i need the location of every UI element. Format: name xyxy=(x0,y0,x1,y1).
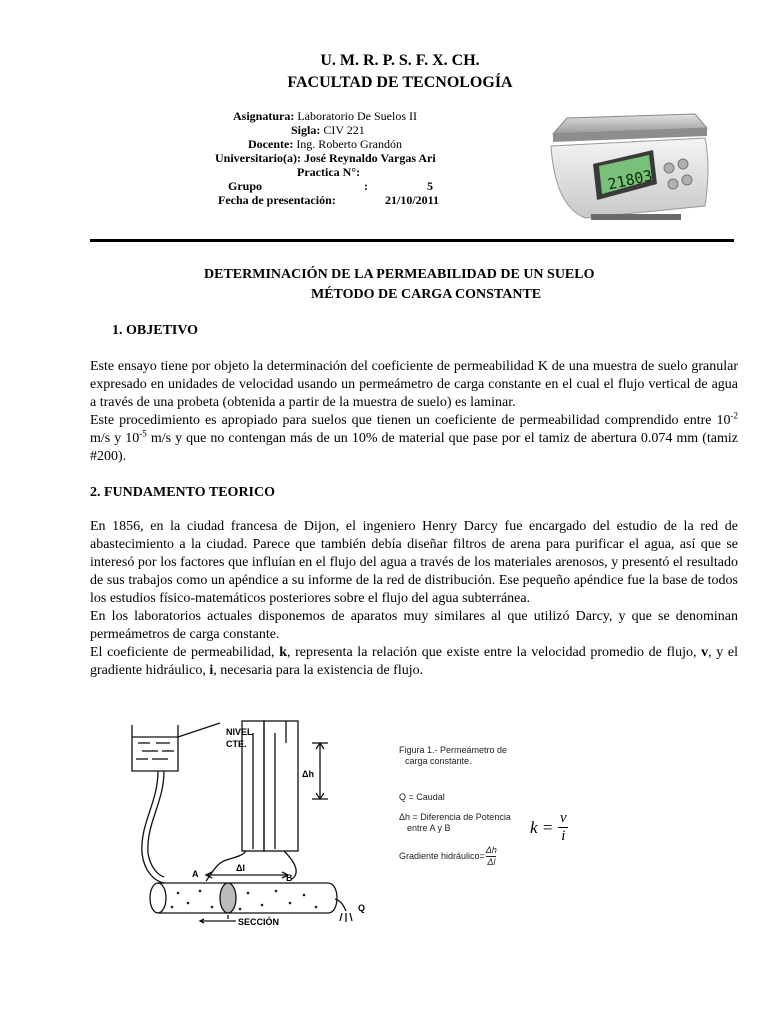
darcy-formula xyxy=(530,810,568,845)
scale-display-value: 21803 xyxy=(606,166,655,194)
university-title: U. M. R. P. S. F. X. CH. xyxy=(320,52,480,69)
formula-lhs: k = xyxy=(530,817,554,837)
universitario-value: José Reynaldo Vargas Ari xyxy=(303,151,436,165)
fundamento-paragraph-3: El coeficiente de permeabilidad, k, representa la relación que existe entre la velocidad promedio de flujo, v, y el gradiente hidráulico, i, necesaria para la existencia de flujo. xyxy=(90,645,738,678)
section-fundamento-body xyxy=(90,518,738,680)
docente-label: Docente: xyxy=(248,137,294,151)
sigla-label: Sigla: xyxy=(291,123,321,137)
asignatura-label: Asignatura: xyxy=(233,109,295,123)
gradient-definition: Gradiente hidráulico= $\frac{\Delta h}{\Delta l}$ xyxy=(399,845,497,867)
q-label: Q xyxy=(358,903,366,913)
point-b-label: B xyxy=(286,873,293,883)
section-heading-fundamento: 2. FUNDAMENTO TEORICO xyxy=(90,485,276,500)
fundamento-paragraph-1: En 1856, en la ciudad francesa de Dijon, el ingeniero Henry Darcy fue encargado del estudio de la red de abastecimiento a la ciudad. Parece que también debía diseñar filtros de arena para purificar el agua, así que se interesó por los factores que influían en el flujo del agua a través de los materiales arenosos, y presentó el resultado de sus trabajos como un apéndice a su informe de la red de distribución. Ese pequeño apéndice fue la base de todos los estudios físico-matemáticos posteriores sobre el flujo del agua subterránea. xyxy=(90,519,738,606)
formula-numerator: v xyxy=(560,810,567,826)
docente-value: Ing. Roberto Grandón xyxy=(296,137,402,151)
figure-caption: Figura 1.- Permeámetro de carga constante. xyxy=(399,745,508,766)
digital-scale-image xyxy=(545,106,713,226)
seccion-label: SECCIÓN xyxy=(238,917,280,925)
formula-denominator: i xyxy=(558,827,568,845)
delta-h-label: Δh xyxy=(302,769,314,779)
faculty-title: FACULTAD DE TECNOLOGÍA xyxy=(287,74,513,91)
fundamento-paragraph-2: En los laboratorios actuales disponemos de aparatos muy similares al que utilizó Darcy, y que se denominan permeámetros de carga constante. xyxy=(90,609,738,642)
cte-label: CTE. xyxy=(226,739,247,749)
practica-label: Practica N°: xyxy=(297,165,361,179)
grupo-value: 5 xyxy=(427,179,433,193)
document-subtitle: MÉTODO DE CARGA CONSTANTE xyxy=(311,287,542,302)
nivel-label: NIVEL xyxy=(226,727,253,737)
point-a-label: A xyxy=(192,869,199,879)
caudal-definition: Q = Caudal xyxy=(399,792,445,802)
delta-h-definition: Δh = Diferencia de Potencia entre A y B xyxy=(399,812,511,833)
permeameter-diagram xyxy=(128,713,378,925)
asignatura-value: Laboratorio De Suelos II xyxy=(297,109,417,123)
section-heading-objetivo: 1. OBJETIVO xyxy=(112,323,199,338)
grupo-label: Grupo xyxy=(228,179,263,193)
grupo-colon: : xyxy=(364,179,368,193)
fecha-value: 21/10/2011 xyxy=(385,193,440,207)
gradient-denominator: Δl xyxy=(487,857,496,867)
section-objetivo-body xyxy=(90,358,738,466)
header-divider xyxy=(90,239,734,242)
delta-l-label: Δl xyxy=(236,863,245,873)
course-info xyxy=(215,109,530,207)
document-title: DETERMINACIÓN DE LA PERMEABILIDAD DE UN SUELO xyxy=(204,267,595,282)
universitario-label: Universitario(a): xyxy=(215,151,301,165)
fecha-label: Fecha de presentación: xyxy=(218,193,336,207)
objetivo-paragraph-1: Este ensayo tiene por objeto la determinación del coeficiente de permeabilidad K de una muestra de suelo granular expresado en unidades de velocidad usando un permeámetro de carga constante en el cual el flujo vertical de agua a través de una probeta (obtenida a partir de la muestra de suelo) es laminar. xyxy=(90,359,738,410)
gradient-numerator: Δh xyxy=(485,845,497,855)
objetivo-paragraph-2: Este procedimiento es apropiado para suelos que tienen un coeficiente de permeabilidad comprendido entre $10^{-2}$ m/s y $10^{-5}$ m/s y que no contengan más de un 10% de material que pase por el tamiz de abertura 0.074 mm (tamiz #200). xyxy=(90,410,738,464)
sigla-value: CIV 221 xyxy=(323,123,365,137)
